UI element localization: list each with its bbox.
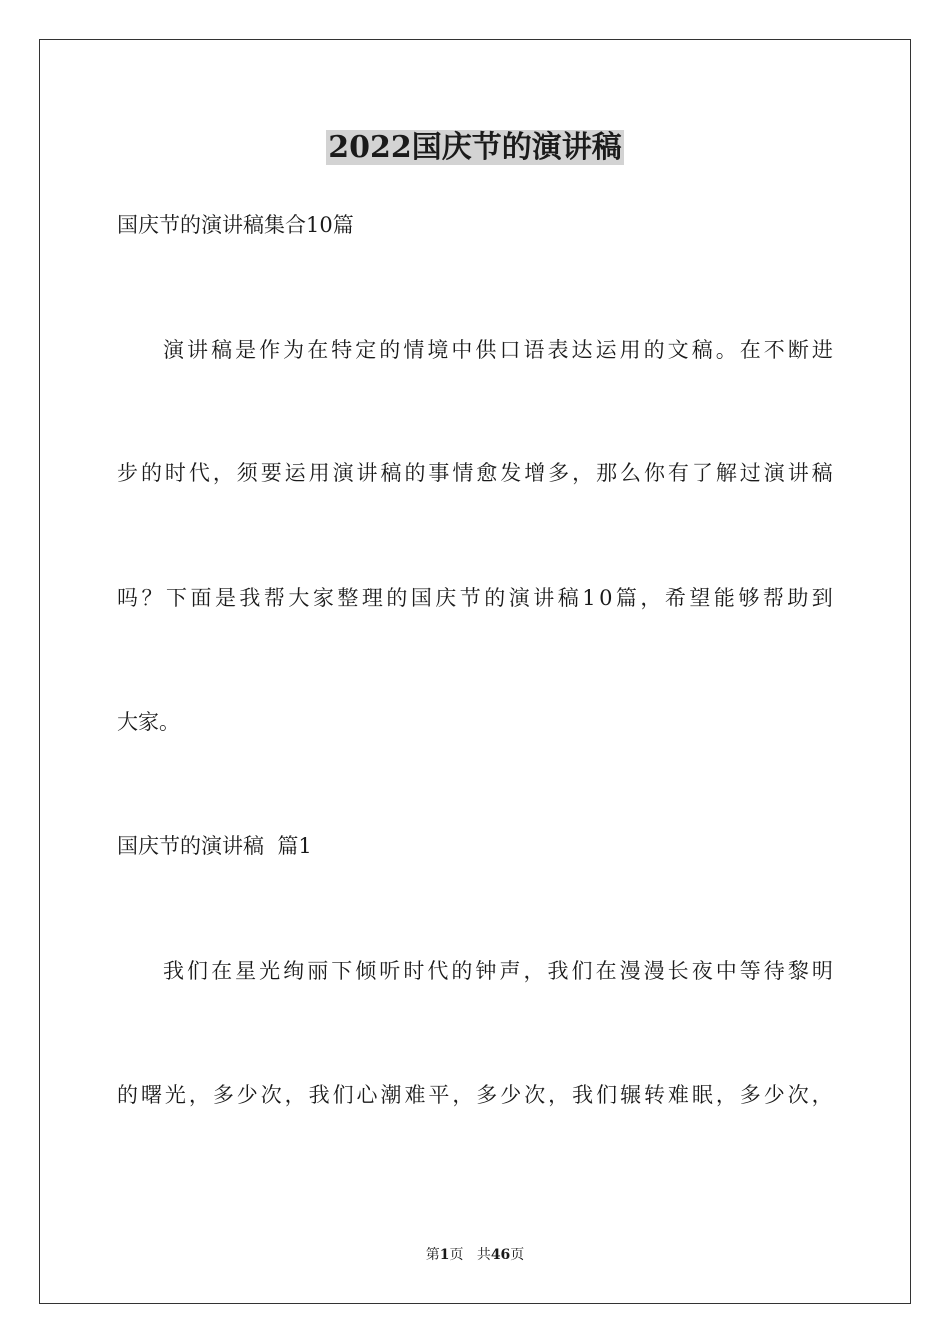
intro-paragraph-line-3-char: 稿 bbox=[557, 586, 579, 610]
intro-paragraph-line-2 bbox=[117, 458, 833, 488]
section-paragraph-line-1-char: 声 bbox=[499, 959, 521, 983]
section-paragraph-line-2-char: ， bbox=[548, 1083, 570, 1107]
section-paragraph-line-2-char: 次 bbox=[524, 1083, 546, 1107]
section-paragraph-line-2-char: 次 bbox=[787, 1083, 809, 1107]
section-paragraph-line-1-char: 中 bbox=[715, 959, 737, 983]
intro-paragraph-line-3-char: 整 bbox=[337, 586, 359, 610]
intro-paragraph-line-3-char: 大 bbox=[288, 586, 310, 610]
section-paragraph-line-2-char: 少 bbox=[236, 1083, 258, 1107]
intro-paragraph-line-2-char: 么 bbox=[620, 461, 642, 485]
intro-paragraph-line-1-char: 语 bbox=[523, 338, 545, 362]
intro-paragraph-line-2-char: 过 bbox=[739, 461, 761, 485]
section-paragraph-line-2-char: 我 bbox=[572, 1083, 594, 1107]
intro-paragraph-line-2-char: 愈 bbox=[476, 461, 498, 485]
document-title-text: 2022国庆节的演讲稿 bbox=[328, 130, 622, 165]
intro-paragraph-line-1-char: 文 bbox=[667, 338, 689, 362]
section-paragraph-line-1-char: 光 bbox=[259, 959, 281, 983]
intro-paragraph-line-3-char: 0 bbox=[599, 586, 613, 610]
section-paragraph-line-1-char: 黎 bbox=[787, 959, 809, 983]
section-paragraph-line-2-char: ， bbox=[811, 1083, 833, 1107]
intro-paragraph-line-2-char: 增 bbox=[524, 461, 546, 485]
intro-paragraph-line-2-char: 了 bbox=[691, 461, 713, 485]
section-paragraph-line-1-char: ， bbox=[523, 959, 545, 983]
intro-paragraph-line-1-char: 讲 bbox=[187, 338, 209, 362]
footer-page-prefix: 第 bbox=[425, 1247, 440, 1263]
section-paragraph-line-1-char: 我 bbox=[547, 959, 569, 983]
intro-paragraph-line-1-char: 供 bbox=[475, 338, 497, 362]
section-paragraph-line-2-char: 次 bbox=[260, 1083, 282, 1107]
intro-paragraph-line-2-char: 步 bbox=[117, 461, 138, 485]
section-paragraph-line-1-char: 们 bbox=[187, 959, 209, 983]
intro-paragraph-line-3 bbox=[117, 583, 833, 613]
intro-paragraph-line-3-char: 是 bbox=[214, 586, 236, 610]
intro-paragraph-line-2-char: 情 bbox=[452, 461, 474, 485]
intro-paragraph-line-2-char: 时 bbox=[164, 461, 186, 485]
section-paragraph-line-2-char: 少 bbox=[500, 1083, 522, 1107]
intro-paragraph-line-1-char: 的 bbox=[643, 338, 665, 362]
section-paragraph-line-2-char: 转 bbox=[643, 1083, 665, 1107]
intro-paragraph-line-3-char: 的 bbox=[386, 586, 408, 610]
intro-paragraph-line-2-char: 的 bbox=[140, 461, 162, 485]
section-paragraph-line-2-char: 多 bbox=[476, 1083, 498, 1107]
intro-paragraph-line-3-char: 够 bbox=[738, 586, 760, 610]
intro-paragraph-line-2-char: 讲 bbox=[787, 461, 809, 485]
intro-paragraph-line-3-char: 国 bbox=[410, 586, 432, 610]
intro-paragraph-line-1-char: 断 bbox=[787, 338, 809, 362]
section-paragraph-line-2 bbox=[117, 1080, 833, 1110]
intro-paragraph-line-2-char: 有 bbox=[667, 461, 689, 485]
section-paragraph-line-1-char: 星 bbox=[235, 959, 257, 983]
intro-paragraph-line-3-char: 的 bbox=[484, 586, 506, 610]
section-paragraph-line-1-char: 下 bbox=[331, 959, 353, 983]
footer-page-suffix: 页 bbox=[449, 1247, 464, 1263]
intro-paragraph-line-2-char: 解 bbox=[715, 461, 737, 485]
intro-paragraph-line-3-char: 面 bbox=[190, 586, 212, 610]
intro-paragraph-line-3-char: ， bbox=[640, 586, 662, 610]
intro-paragraph-line-3-char: 助 bbox=[787, 586, 809, 610]
section-paragraph-line-2-char: 多 bbox=[739, 1083, 761, 1107]
section-paragraph-line-2-char: 眠 bbox=[691, 1083, 713, 1107]
intro-paragraph-line-1-char: 中 bbox=[451, 338, 473, 362]
intro-paragraph-line-1-char: 作 bbox=[259, 338, 281, 362]
section-paragraph-line-1-char: 丽 bbox=[307, 959, 329, 983]
intro-paragraph-line-3-char: 帮 bbox=[263, 586, 285, 610]
intro-paragraph-line-1-char: 情 bbox=[403, 338, 425, 362]
section-paragraph-line-1-char: 夜 bbox=[691, 959, 713, 983]
section-paragraph-line-2-char: 曙 bbox=[140, 1083, 162, 1107]
section-paragraph-line-1-char: 钟 bbox=[475, 959, 497, 983]
intro-paragraph-line-3-char: 篇 bbox=[615, 586, 637, 610]
intro-paragraph-line-3-char: 希 bbox=[664, 586, 686, 610]
intro-paragraph-line-1-char: 境 bbox=[427, 338, 449, 362]
section-paragraph-line-2-char: 少 bbox=[763, 1083, 785, 1107]
footer-total-suffix: 页 bbox=[510, 1247, 525, 1263]
intro-paragraph-line-3-char: 望 bbox=[689, 586, 711, 610]
intro-paragraph-line-1 bbox=[163, 335, 833, 365]
section-paragraph-line-1 bbox=[163, 956, 833, 986]
intro-paragraph-line-3-char: 到 bbox=[811, 586, 833, 610]
intro-paragraph-line-2-char: ， bbox=[212, 461, 234, 485]
intro-paragraph-line-3-char: 我 bbox=[239, 586, 261, 610]
intro-paragraph-line-1-char: 运 bbox=[595, 338, 617, 362]
section-paragraph-line-1-char: 的 bbox=[451, 959, 473, 983]
intro-paragraph-line-1-char: 口 bbox=[499, 338, 521, 362]
section-paragraph-line-1-char: 听 bbox=[379, 959, 401, 983]
footer-total-prefix: 共 bbox=[476, 1247, 491, 1263]
intro-paragraph-line-1-char: 表 bbox=[547, 338, 569, 362]
section-paragraph-line-2-char: 光 bbox=[164, 1083, 186, 1107]
footer-page-total: 46 bbox=[490, 1247, 511, 1263]
section-paragraph-line-2-char: 心 bbox=[356, 1083, 378, 1107]
intro-paragraph-line-2-char: 你 bbox=[643, 461, 665, 485]
section-paragraph-line-2-char: ， bbox=[188, 1083, 210, 1107]
intro-paragraph-line-2-char: 运 bbox=[284, 461, 306, 485]
intro-paragraph-line-2-char: 多 bbox=[548, 461, 570, 485]
intro-paragraph-line-2-char: 稿 bbox=[380, 461, 402, 485]
section-paragraph-line-2-char: 难 bbox=[404, 1083, 426, 1107]
intro-paragraph-line-2-char: 演 bbox=[332, 461, 354, 485]
page-footer bbox=[0, 1245, 950, 1265]
section-paragraph-line-1-char: 绚 bbox=[283, 959, 305, 983]
section-heading: 国庆节的演讲稿 篇1 bbox=[117, 834, 312, 858]
section-paragraph-line-2-char: 的 bbox=[117, 1083, 138, 1107]
intro-paragraph-line-1-char: 稿 bbox=[211, 338, 233, 362]
section-paragraph-line-1-char: 们 bbox=[571, 959, 593, 983]
intro-paragraph-line-3-char: 庆 bbox=[435, 586, 457, 610]
section-paragraph-line-1-char: 长 bbox=[667, 959, 689, 983]
section-paragraph-line-1-char: 等 bbox=[739, 959, 761, 983]
section-paragraph-line-2-char: 平 bbox=[428, 1083, 450, 1107]
intro-paragraph-line-1-char: 定 bbox=[355, 338, 377, 362]
intro-paragraph-line-1-char: 进 bbox=[811, 338, 833, 362]
intro-paragraph-line-1-char: 达 bbox=[571, 338, 593, 362]
intro-paragraph-line-1-char: 为 bbox=[283, 338, 305, 362]
footer-page-current: 1 bbox=[439, 1247, 450, 1263]
document-subtitle: 国庆节的演讲稿集合10篇 bbox=[117, 213, 354, 237]
section-paragraph-line-1-char: 漫 bbox=[619, 959, 641, 983]
section-paragraph-line-2-char: ， bbox=[452, 1083, 474, 1107]
intro-paragraph-line-1-char: 稿 bbox=[691, 338, 713, 362]
intro-paragraph-line-1-char: 在 bbox=[307, 338, 329, 362]
section-paragraph-line-2-char: 潮 bbox=[380, 1083, 402, 1107]
intro-paragraph-line-1-char: 演 bbox=[163, 338, 184, 362]
intro-paragraph-line-1-char: 在 bbox=[739, 338, 761, 362]
intro-paragraph-line-2-char: 的 bbox=[404, 461, 426, 485]
section-paragraph-line-1-char: 倾 bbox=[355, 959, 377, 983]
section-paragraph-line-2-char: 辗 bbox=[620, 1083, 642, 1107]
intro-paragraph-line-2-char: 发 bbox=[500, 461, 522, 485]
section-paragraph-line-2-char: 难 bbox=[667, 1083, 689, 1107]
intro-paragraph-line-3-char: 下 bbox=[165, 586, 187, 610]
intro-paragraph-line-2-char: 代 bbox=[188, 461, 210, 485]
intro-paragraph-line-3-char: 吗 bbox=[117, 586, 138, 610]
intro-paragraph-line-2-char: 用 bbox=[308, 461, 330, 485]
intro-paragraph-line-2-char: 演 bbox=[763, 461, 785, 485]
section-paragraph-line-2-char: ， bbox=[715, 1083, 737, 1107]
intro-paragraph-line-1-char: 是 bbox=[235, 338, 257, 362]
intro-paragraph-line-3-char: 帮 bbox=[762, 586, 784, 610]
intro-paragraph-line-3-char: 讲 bbox=[533, 586, 555, 610]
section-paragraph-line-2-char: 我 bbox=[308, 1083, 330, 1107]
section-paragraph-line-1-char: 时 bbox=[403, 959, 425, 983]
intro-paragraph-line-1-char: 特 bbox=[331, 338, 353, 362]
section-paragraph-line-1-char: 待 bbox=[763, 959, 785, 983]
intro-paragraph-line-3-char: 1 bbox=[582, 586, 596, 610]
intro-paragraph-line-1-char: 的 bbox=[379, 338, 401, 362]
intro-paragraph-line-2-char: 稿 bbox=[811, 461, 833, 485]
intro-paragraph-line-1-char: 用 bbox=[619, 338, 641, 362]
section-paragraph-line-2-char: 们 bbox=[596, 1083, 618, 1107]
intro-paragraph-line-2-char: 须 bbox=[236, 461, 258, 485]
intro-paragraph-line-1-char: 。 bbox=[715, 338, 737, 362]
section-paragraph-line-2-char: ， bbox=[284, 1083, 306, 1107]
intro-paragraph-line-3-char: 能 bbox=[713, 586, 735, 610]
section-paragraph-line-2-char: 多 bbox=[212, 1083, 234, 1107]
intro-paragraph-line-3-char: 家 bbox=[312, 586, 334, 610]
intro-paragraph-line-1-char: 不 bbox=[763, 338, 785, 362]
intro-paragraph-line-3-char: 节 bbox=[459, 586, 481, 610]
intro-paragraph-line-3-char: 理 bbox=[361, 586, 383, 610]
intro-paragraph-line-2-char: 讲 bbox=[356, 461, 378, 485]
section-paragraph-line-1-char: 在 bbox=[595, 959, 617, 983]
intro-paragraph-line-3-char: ？ bbox=[141, 586, 163, 610]
section-paragraph-line-1-char: 漫 bbox=[643, 959, 665, 983]
section-paragraph-line-1-char: 代 bbox=[427, 959, 449, 983]
intro-paragraph-line-2-char: 那 bbox=[596, 461, 618, 485]
intro-paragraph-line-4: 大家。 bbox=[117, 710, 180, 734]
intro-paragraph-line-2-char: 要 bbox=[260, 461, 282, 485]
intro-paragraph-line-3-char: 演 bbox=[508, 586, 530, 610]
section-paragraph-line-1-char: 在 bbox=[211, 959, 233, 983]
intro-paragraph-line-2-char: 事 bbox=[428, 461, 450, 485]
document-title bbox=[0, 128, 950, 168]
section-paragraph-line-1-char: 我 bbox=[163, 959, 184, 983]
intro-paragraph-line-2-char: ， bbox=[572, 461, 594, 485]
section-paragraph-line-1-char: 明 bbox=[811, 959, 833, 983]
section-paragraph-line-2-char: 们 bbox=[332, 1083, 354, 1107]
